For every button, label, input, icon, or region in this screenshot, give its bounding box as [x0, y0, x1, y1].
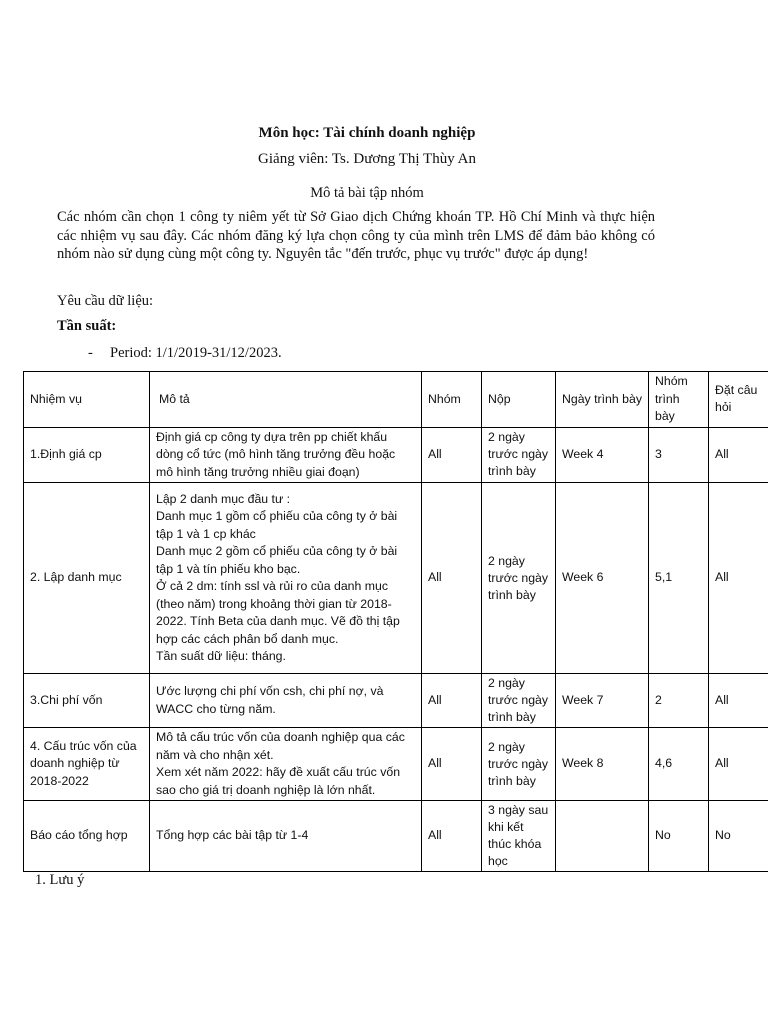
task-table	[23, 371, 768, 872]
task-cell: 2. Lập danh mục	[24, 483, 150, 674]
task-cell: 1.Định giá cp	[24, 427, 150, 483]
questions-cell: All	[709, 728, 768, 801]
description-cell	[150, 427, 422, 483]
presenting-group-cell: 3	[649, 427, 709, 483]
description-line: Lập 2 danh mục đầu tư :	[156, 491, 291, 506]
group-cell: All	[422, 674, 482, 728]
group-cell: All	[422, 801, 482, 872]
submit-cell: 2 ngày trước ngày trình bày	[482, 674, 556, 728]
header-cell-task: Nhiệm vụ	[24, 372, 150, 428]
date-cell: Week 6	[556, 483, 649, 674]
presenting-group-cell: No	[649, 801, 709, 872]
presenting-group-cell: 4,6	[649, 728, 709, 801]
header-cell-presenting-group: Nhóm trình bày	[649, 372, 709, 428]
course-title: Môn học: Tài chính doanh nghiệp	[258, 125, 476, 141]
presenting-group-cell: 5,1	[649, 483, 709, 674]
group-cell: All	[422, 427, 482, 483]
submit-cell: 3 ngày sau khi kết thúc khóa học	[482, 801, 556, 872]
data-requirements-label: Yêu cầu dữ liệu:	[57, 293, 154, 309]
table-row	[24, 674, 768, 728]
submit-cell: 2 ngày trước ngày trình bày	[482, 427, 556, 483]
table-body	[24, 427, 768, 872]
description-cell	[150, 801, 422, 872]
header-cell-questions: Đặt câu hỏi	[709, 372, 768, 428]
frequency-heading: Tần suất:	[57, 318, 117, 334]
description-line: Ước lượng chi phí vốn csh, chi phí nợ, và WACC cho từng năm.	[156, 684, 384, 716]
lecturer-line: Giảng viên: Ts. Dương Thị Thùy An	[258, 151, 476, 167]
date-cell	[556, 801, 649, 872]
description-line: Xem xét năm 2022: hãy đề xuất cấu trúc vốn sao cho giá trị doanh nghiệp là lớn nhất.	[156, 765, 401, 797]
questions-cell: All	[709, 427, 768, 483]
presenting-group-cell: 2	[649, 674, 709, 728]
description-cell	[150, 728, 422, 801]
description-line: Danh mục 2 gồm cổ phiếu của công ty ở bài tập 1 và tín phiếu kho bạc.	[156, 544, 398, 576]
header-cell-group: Nhóm	[422, 372, 482, 428]
description-line: Định giá cp công ty dựa trên pp chiết khấu dòng cổ tức (mô hình tăng trưởng đều hoặc mô hình tăng trưởng nhiều giai đoạn)	[156, 429, 396, 479]
header-cell-description: Mô tả	[150, 372, 422, 428]
note-item: 1. Lưu ý	[35, 872, 85, 888]
group-cell: All	[422, 728, 482, 801]
period-text: Period: 1/1/2019-31/12/2023.	[110, 345, 282, 361]
submit-cell: 2 ngày trước ngày trình bày	[482, 483, 556, 674]
submit-cell: 2 ngày trước ngày trình bày	[482, 728, 556, 801]
questions-cell: No	[709, 801, 768, 872]
group-cell: All	[422, 483, 482, 674]
header-cell-date: Ngày trình bày	[556, 372, 649, 428]
table-row	[24, 728, 768, 801]
task-cell: 3.Chi phí vốn	[24, 674, 150, 728]
period-item	[88, 345, 282, 362]
bullet-dash: -	[88, 345, 93, 361]
date-cell: Week 4	[556, 427, 649, 483]
table-header-row	[24, 372, 768, 428]
description-line: Mô tả cấu trúc vốn của doanh nghiệp qua các năm và cho nhận xét.	[156, 730, 405, 762]
date-cell: Week 8	[556, 728, 649, 801]
header-cell-submit: Nộp	[482, 372, 556, 428]
table-row	[24, 483, 768, 674]
questions-cell: All	[709, 483, 768, 674]
description-cell	[150, 483, 422, 674]
table-row	[24, 427, 768, 483]
description-line: Danh mục 1 gồm cổ phiếu của công ty ở bài tập 1 và 1 cp khác	[156, 509, 398, 541]
task-cell: 4. Cấu trúc vốn của doanh nghiệp từ 2018-2022	[24, 728, 150, 801]
questions-cell: All	[709, 674, 768, 728]
description-line: Ở cả 2 dm: tính ssl và rủi ro của danh mục (theo năm) trong khoảng thời gian từ 2018-2022. Tính Beta của danh mục. Vẽ đồ thị tập hợp các cách phân bổ danh mục.	[156, 579, 400, 646]
date-cell: Week 7	[556, 674, 649, 728]
description-cell	[150, 674, 422, 728]
assignment-subtitle: Mô tả bài tập nhóm	[310, 185, 424, 201]
description-line: Tần suất dữ liệu: tháng.	[156, 649, 286, 663]
table-row	[24, 801, 768, 872]
intro-paragraph: Các nhóm cần chọn 1 công ty niêm yết từ Sở Giao dịch Chứng khoán TP. Hồ Chí Minh và thực hiện các nhiệm vụ sau đây. Các nhóm đăng ký lựa chọn công ty của mình trên LMS để đảm bảo không có nhóm nào sử dụng cùng một công ty. Nguyên tắc "đến trước, phục vụ trước" được áp dụng!	[57, 209, 655, 262]
task-cell: Báo cáo tổng hợp	[24, 801, 150, 872]
description-line: Tổng hợp các bài tập từ 1-4	[156, 828, 309, 843]
